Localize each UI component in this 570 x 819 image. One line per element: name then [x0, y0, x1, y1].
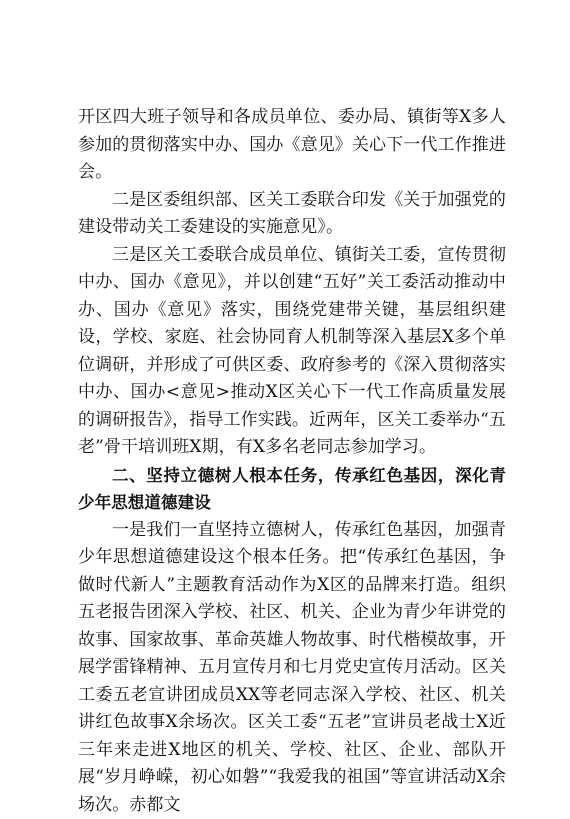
document-body — [78, 104, 506, 819]
section-heading: 二、坚持立德树人根本任务，传承红色基因，深化青少年思想道德建设 — [78, 462, 506, 517]
paragraph-continuation: 开区四大班子领导和各成员单位、委办局、镇街等X多人参加的贯彻落实中办、国办《意见》关心下一代工作推进会。 — [78, 104, 506, 187]
paragraph-third-point: 三是区关工委联合成员单位、镇街关工委，宣传贯彻中办、国办《意见》，并以创建“五好”关工委活动推动中办、国办《意见》落实，围绕党建带关键，基层组织建设，学校、家庭、社会协同育人机制等深入基层X多个单位调研，并形成了可供区委、政府参考的《深入贯彻落实中办、国办<意见>推动X区关心下一代工作高质量发展的调研报告》，指导工作实践。近两年，区关工委举办“五老”骨干培训班X期，有X多名老同志参加学习。 — [78, 242, 506, 462]
paragraph-second-point: 二是区委组织部、区关工委联合印发《关于加强党的建设带动关工委建设的实施意见》。 — [78, 187, 506, 242]
paragraph-first-point: 一是我们一直坚持立德树人，传承红色基因，加强青少年思想道德建设这个根本任务。把“传承红色基因，争做时代新人”主题教育活动作为X区的品牌来打造。组织五老报告团深入学校、社区、机关、企业为青少年讲党的故事、国家故事、革命英雄人物故事、时代楷模故事，开展学雷锋精神、五月宣传月和七月党史宣传月活动。区关工委五老宣讲团成员XX等老同志深入学校、社区、机关讲红色故事X余场次。区关工委“五老”宣讲员老战士X近三年来走进X地区的机关、学校、社区、企业、部队开展“岁月峥嵘，初心如磐”“我爱我的祖国”等宣讲活动X余场次。赤都文 — [78, 517, 506, 819]
